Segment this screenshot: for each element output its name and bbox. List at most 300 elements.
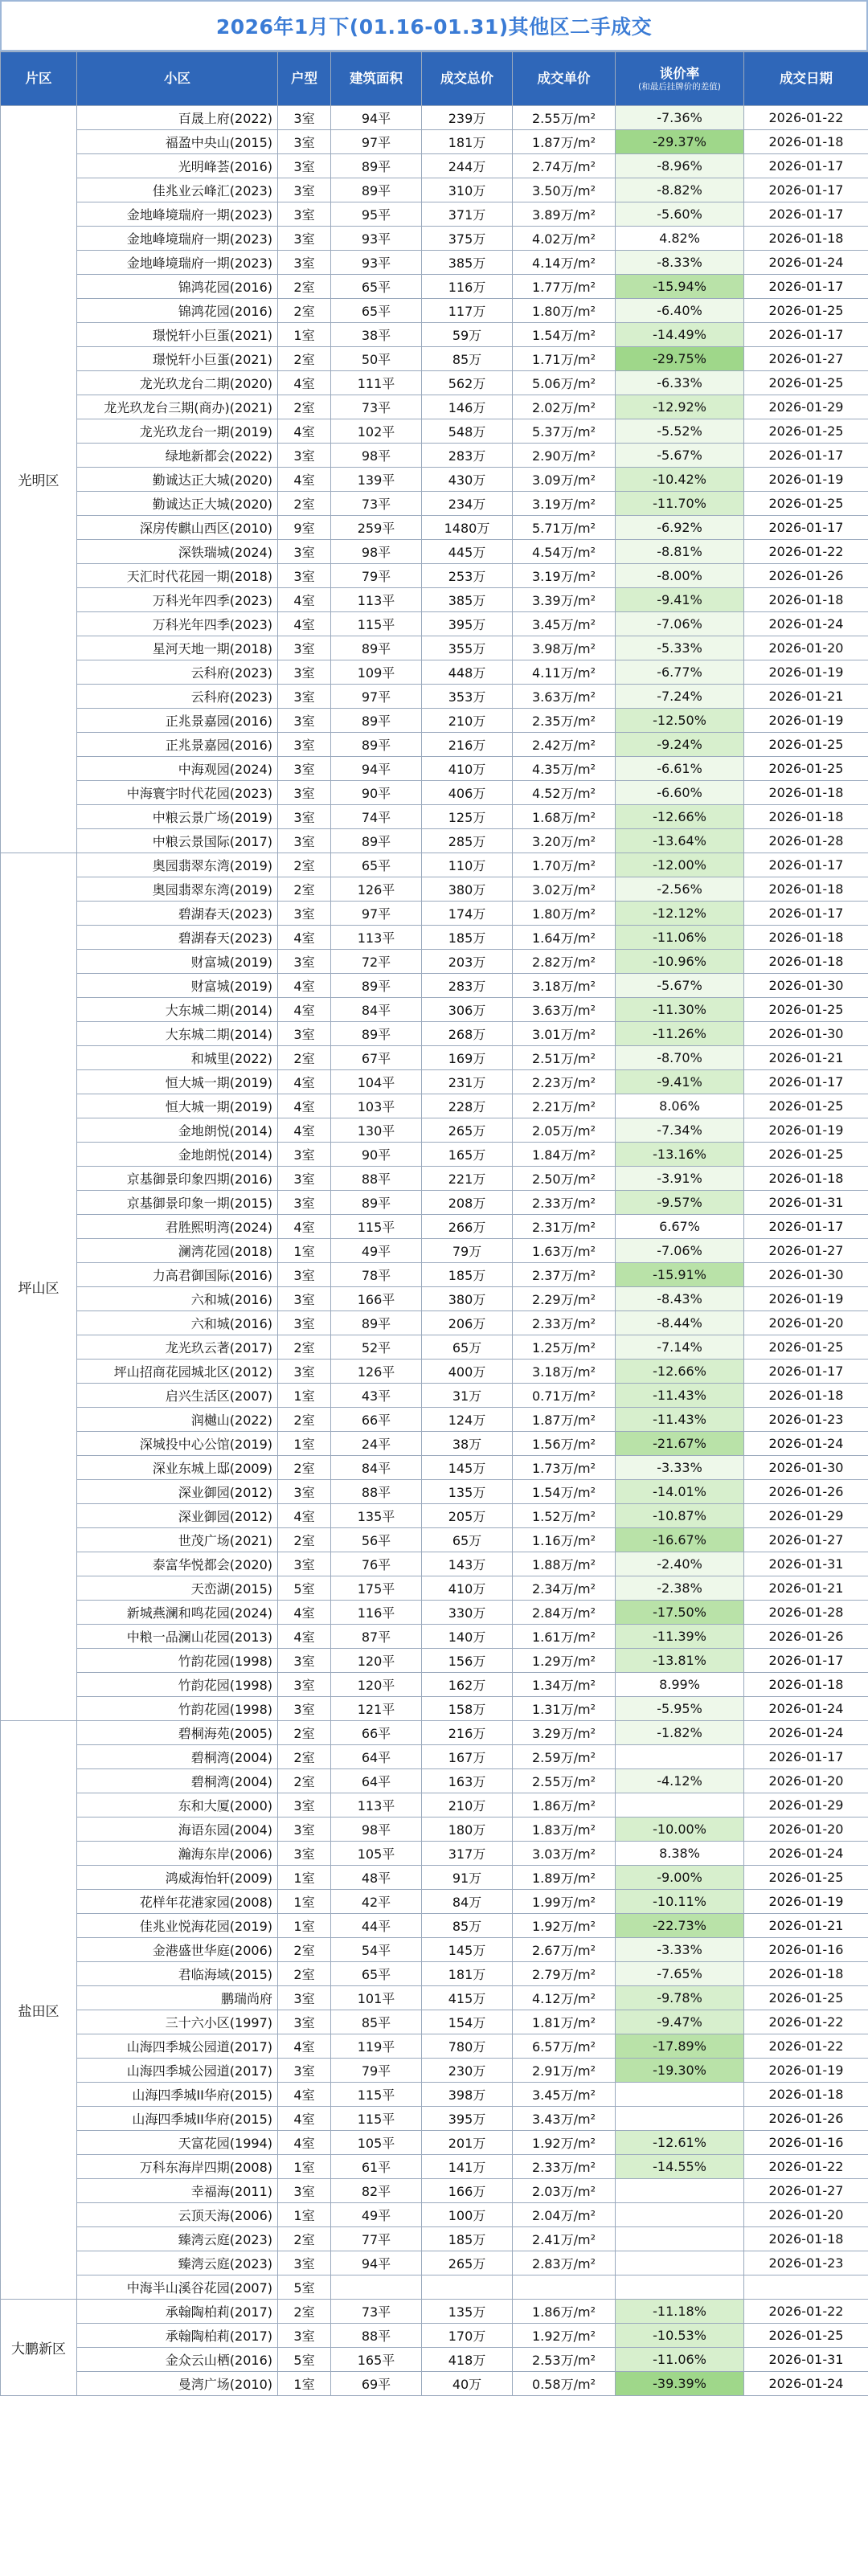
- area-cell: 65平: [331, 299, 422, 323]
- area-cell: 97平: [331, 685, 422, 709]
- rate-cell: -12.12%: [616, 902, 744, 926]
- total-price-cell: 375万: [422, 227, 513, 251]
- table-row: [1, 733, 868, 757]
- table-row: [1, 2034, 868, 2059]
- area-cell: 89平: [331, 1311, 422, 1335]
- rate-cell: -11.43%: [616, 1384, 744, 1408]
- unit-price-cell: 1.80万/m²: [513, 902, 616, 926]
- table-row: [1, 1962, 868, 1986]
- community-cell: 万科东海岸四期(2008): [77, 2155, 278, 2179]
- rate-cell: -5.67%: [616, 974, 744, 998]
- total-price-cell: 203万: [422, 950, 513, 974]
- total-price-cell: 355万: [422, 636, 513, 660]
- date-cell: 2026-01-22: [744, 2300, 868, 2324]
- date-cell: 2026-01-25: [744, 733, 868, 757]
- unit-price-cell: 3.03万/m²: [513, 1842, 616, 1866]
- community-cell: 海语东园(2004): [77, 1818, 278, 1842]
- layout-cell: 3室: [278, 709, 331, 733]
- date-cell: 2026-01-26: [744, 1480, 868, 1504]
- area-cell: 121平: [331, 1697, 422, 1721]
- rate-cell: -5.95%: [616, 1697, 744, 1721]
- unit-price-cell: 3.45万/m²: [513, 612, 616, 636]
- date-cell: 2026-01-17: [744, 275, 868, 299]
- area-cell: 69平: [331, 2372, 422, 2396]
- total-price-cell: 244万: [422, 154, 513, 178]
- table-row: [1, 371, 868, 395]
- area-cell: 90平: [331, 781, 422, 805]
- area-cell: 90平: [331, 1143, 422, 1167]
- area-cell: 259平: [331, 516, 422, 540]
- total-price-cell: 780万: [422, 2034, 513, 2059]
- unit-price-cell: 2.33万/m²: [513, 1191, 616, 1215]
- community-cell: 龙光玖龙台一期(2019): [77, 419, 278, 444]
- table-row: [1, 2131, 868, 2155]
- area-cell: 104平: [331, 1070, 422, 1094]
- layout-cell: 2室: [278, 1528, 331, 1552]
- total-price-cell: 141万: [422, 2155, 513, 2179]
- area-cell: 78平: [331, 1263, 422, 1287]
- community-cell: 新城燕澜和鸣花园(2024): [77, 1601, 278, 1625]
- date-cell: 2026-01-17: [744, 154, 868, 178]
- unit-price-cell: 1.92万/m²: [513, 2131, 616, 2155]
- table-row: [1, 1118, 868, 1143]
- area-cell: 65平: [331, 275, 422, 299]
- total-price-cell: 353万: [422, 685, 513, 709]
- date-cell: 2026-01-18: [744, 1962, 868, 1986]
- table-row: [1, 998, 868, 1022]
- layout-cell: 4室: [278, 1070, 331, 1094]
- community-cell: 云顶天海(2006): [77, 2203, 278, 2227]
- area-cell: 109平: [331, 660, 422, 685]
- header-rate-label: 谈价率: [659, 65, 700, 81]
- rate-cell: -21.67%: [616, 1432, 744, 1456]
- header-negotiation-rate: [616, 52, 744, 106]
- total-price-cell: 84万: [422, 1890, 513, 1914]
- area-cell: 73平: [331, 395, 422, 419]
- layout-cell: 2室: [278, 1962, 331, 1986]
- layout-cell: 3室: [278, 1311, 331, 1335]
- total-price-cell: 210万: [422, 709, 513, 733]
- unit-price-cell: 2.55万/m²: [513, 106, 616, 130]
- area-cell: 38平: [331, 323, 422, 347]
- layout-cell: 5室: [278, 1576, 331, 1601]
- unit-price-cell: 3.18万/m²: [513, 974, 616, 998]
- table-row: [1, 347, 868, 371]
- total-price-cell: 317万: [422, 1842, 513, 1866]
- rate-cell: -2.38%: [616, 1576, 744, 1601]
- total-price-cell: 156万: [422, 1649, 513, 1673]
- rate-cell: -10.53%: [616, 2324, 744, 2348]
- community-cell: 碧桐湾(2004): [77, 1769, 278, 1793]
- area-cell: 89平: [331, 154, 422, 178]
- community-cell: 金地朗悦(2014): [77, 1118, 278, 1143]
- rate-cell: -29.75%: [616, 347, 744, 371]
- community-cell: 京基御景印象四期(2016): [77, 1167, 278, 1191]
- date-cell: 2026-01-25: [744, 1866, 868, 1890]
- community-cell: 瀚海东岸(2006): [77, 1842, 278, 1866]
- total-price-cell: 201万: [422, 2131, 513, 2155]
- unit-price-cell: 3.39万/m²: [513, 588, 616, 612]
- unit-price-cell: 4.14万/m²: [513, 251, 616, 275]
- unit-price-cell: 2.02万/m²: [513, 395, 616, 419]
- unit-price-cell: 3.18万/m²: [513, 1360, 616, 1384]
- layout-cell: 4室: [278, 588, 331, 612]
- layout-cell: 3室: [278, 1673, 331, 1697]
- community-cell: 龙光玖云著(2017): [77, 1335, 278, 1360]
- community-cell: 恒大城一期(2019): [77, 1094, 278, 1118]
- layout-cell: 4室: [278, 1601, 331, 1625]
- rate-cell: -11.70%: [616, 492, 744, 516]
- layout-cell: 1室: [278, 2203, 331, 2227]
- rate-cell: -15.94%: [616, 275, 744, 299]
- community-cell: 福盈中央山(2015): [77, 130, 278, 154]
- layout-cell: 5室: [278, 2275, 331, 2300]
- total-price-cell: 216万: [422, 1721, 513, 1745]
- layout-cell: 4室: [278, 926, 331, 950]
- rate-cell: -7.34%: [616, 1118, 744, 1143]
- total-price-cell: 145万: [422, 1456, 513, 1480]
- date-cell: 2026-01-20: [744, 2203, 868, 2227]
- community-cell: 山海四季城公园道(2017): [77, 2059, 278, 2083]
- layout-cell: 1室: [278, 1432, 331, 1456]
- layout-cell: 4室: [278, 974, 331, 998]
- header-area: 建筑面积: [331, 52, 422, 106]
- date-cell: 2026-01-30: [744, 974, 868, 998]
- rate-cell: -13.16%: [616, 1143, 744, 1167]
- date-cell: 2026-01-24: [744, 251, 868, 275]
- area-cell: 115平: [331, 2083, 422, 2107]
- date-cell: 2026-01-25: [744, 2324, 868, 2348]
- area-cell: 98平: [331, 1818, 422, 1842]
- table-row: [1, 2179, 868, 2203]
- rate-cell: [616, 1745, 744, 1769]
- total-price-cell: 185万: [422, 926, 513, 950]
- layout-cell: 3室: [278, 1552, 331, 1576]
- area-cell: 72平: [331, 950, 422, 974]
- table-row: [1, 1046, 868, 1070]
- layout-cell: 2室: [278, 1769, 331, 1793]
- district-cell: 坪山区: [1, 853, 77, 1721]
- date-cell: 2026-01-30: [744, 1022, 868, 1046]
- area-cell: 116平: [331, 1601, 422, 1625]
- date-cell: 2026-01-22: [744, 2155, 868, 2179]
- rate-cell: -16.67%: [616, 1528, 744, 1552]
- total-price-cell: 548万: [422, 419, 513, 444]
- area-cell: 24平: [331, 1432, 422, 1456]
- table-row: [1, 1022, 868, 1046]
- unit-price-cell: 2.03万/m²: [513, 2179, 616, 2203]
- community-cell: 澜湾花园(2018): [77, 1239, 278, 1263]
- total-price-cell: 145万: [422, 1938, 513, 1962]
- table-row: [1, 1890, 868, 1914]
- community-cell: 云科府(2023): [77, 685, 278, 709]
- date-cell: 2026-01-20: [744, 1818, 868, 1842]
- report-title: 2026年1月下(01.16-01.31)其他区二手成交: [215, 15, 653, 39]
- total-price-cell: 91万: [422, 1866, 513, 1890]
- layout-cell: 3室: [278, 1842, 331, 1866]
- total-price-cell: 395万: [422, 2107, 513, 2131]
- layout-cell: 2室: [278, 1046, 331, 1070]
- unit-price-cell: 1.88万/m²: [513, 1552, 616, 1576]
- area-cell: 82平: [331, 2179, 422, 2203]
- rate-cell: -7.24%: [616, 685, 744, 709]
- unit-price-cell: 1.29万/m²: [513, 1649, 616, 1673]
- table-row: [1, 877, 868, 902]
- table-row: [1, 1745, 868, 1769]
- unit-price-cell: 1.56万/m²: [513, 1432, 616, 1456]
- total-price-cell: 410万: [422, 757, 513, 781]
- date-cell: 2026-01-17: [744, 1360, 868, 1384]
- total-price-cell: 395万: [422, 612, 513, 636]
- community-cell: 三十六小区(1997): [77, 2010, 278, 2034]
- total-price-cell: 285万: [422, 829, 513, 853]
- date-cell: 2026-01-21: [744, 1914, 868, 1938]
- date-cell: 2026-01-17: [744, 1745, 868, 1769]
- unit-price-cell: 3.09万/m²: [513, 468, 616, 492]
- layout-cell: 1室: [278, 2155, 331, 2179]
- layout-cell: 2室: [278, 1745, 331, 1769]
- unit-price-cell: 1.54万/m²: [513, 323, 616, 347]
- layout-cell: 3室: [278, 781, 331, 805]
- area-cell: 49平: [331, 2203, 422, 2227]
- area-cell: 43平: [331, 1384, 422, 1408]
- rate-cell: -5.52%: [616, 419, 744, 444]
- date-cell: 2026-01-21: [744, 685, 868, 709]
- community-cell: 锦鸿花园(2016): [77, 299, 278, 323]
- community-cell: 中海观园(2024): [77, 757, 278, 781]
- unit-price-cell: 1.89万/m²: [513, 1866, 616, 1890]
- unit-price-cell: 4.02万/m²: [513, 227, 616, 251]
- date-cell: 2026-01-24: [744, 1432, 868, 1456]
- total-price-cell: 165万: [422, 1143, 513, 1167]
- community-cell: 金地峰境瑞府一期(2023): [77, 202, 278, 227]
- rate-cell: -6.61%: [616, 757, 744, 781]
- community-cell: 竹韵花园(1998): [77, 1697, 278, 1721]
- layout-cell: 2室: [278, 877, 331, 902]
- layout-cell: 2室: [278, 2227, 331, 2251]
- community-cell: 大东城二期(2014): [77, 998, 278, 1022]
- area-cell: 94平: [331, 2251, 422, 2275]
- rate-cell: -8.44%: [616, 1311, 744, 1335]
- table-row: [1, 1673, 868, 1697]
- layout-cell: 2室: [278, 492, 331, 516]
- table-row: [1, 853, 868, 877]
- table-row: [1, 130, 868, 154]
- rate-cell: [616, 2251, 744, 2275]
- rate-cell: -3.33%: [616, 1938, 744, 1962]
- total-price-cell: 415万: [422, 1986, 513, 2010]
- unit-price-cell: 2.84万/m²: [513, 1601, 616, 1625]
- total-price-cell: 116万: [422, 275, 513, 299]
- date-cell: 2026-01-27: [744, 1528, 868, 1552]
- date-cell: 2026-01-25: [744, 998, 868, 1022]
- layout-cell: 3室: [278, 660, 331, 685]
- date-cell: 2026-01-25: [744, 1335, 868, 1360]
- community-cell: 金港盛世华庭(2006): [77, 1938, 278, 1962]
- community-cell: 碧桐湾(2004): [77, 1745, 278, 1769]
- layout-cell: 3室: [278, 1480, 331, 1504]
- rate-cell: -3.91%: [616, 1167, 744, 1191]
- layout-cell: 3室: [278, 1191, 331, 1215]
- unit-price-cell: 2.82万/m²: [513, 950, 616, 974]
- rate-cell: -8.00%: [616, 564, 744, 588]
- area-cell: 88平: [331, 1480, 422, 1504]
- unit-price-cell: 1.63万/m²: [513, 1239, 616, 1263]
- area-cell: 113平: [331, 1793, 422, 1818]
- unit-price-cell: 2.21万/m²: [513, 1094, 616, 1118]
- total-price-cell: 85万: [422, 347, 513, 371]
- area-cell: 89平: [331, 974, 422, 998]
- layout-cell: 3室: [278, 1167, 331, 1191]
- table-row: [1, 1384, 868, 1408]
- date-cell: 2026-01-25: [744, 371, 868, 395]
- rate-cell: -9.78%: [616, 1986, 744, 2010]
- community-cell: 东和大厦(2000): [77, 1793, 278, 1818]
- community-cell: 财富城(2019): [77, 974, 278, 998]
- community-cell: 竹韵花园(1998): [77, 1649, 278, 1673]
- total-price-cell: 445万: [422, 540, 513, 564]
- table-row: [1, 2372, 868, 2396]
- community-cell: 勤诚达正大城(2020): [77, 468, 278, 492]
- date-cell: 2026-01-17: [744, 1070, 868, 1094]
- area-cell: 73平: [331, 492, 422, 516]
- header-layout: 户型: [278, 52, 331, 106]
- unit-price-cell: 2.91万/m²: [513, 2059, 616, 2083]
- unit-price-cell: 4.12万/m²: [513, 1986, 616, 2010]
- date-cell: 2026-01-24: [744, 1842, 868, 1866]
- rate-cell: -2.40%: [616, 1552, 744, 1576]
- rate-cell: -4.12%: [616, 1769, 744, 1793]
- layout-cell: 3室: [278, 202, 331, 227]
- unit-price-cell: 3.63万/m²: [513, 685, 616, 709]
- rate-cell: -8.70%: [616, 1046, 744, 1070]
- table-row: [1, 468, 868, 492]
- community-cell: 世茂广场(2021): [77, 1528, 278, 1552]
- table-row: [1, 2251, 868, 2275]
- unit-price-cell: 4.54万/m²: [513, 540, 616, 564]
- rate-cell: -12.50%: [616, 709, 744, 733]
- total-price-cell: [422, 2275, 513, 2300]
- total-price-cell: 306万: [422, 998, 513, 1022]
- area-cell: 98平: [331, 540, 422, 564]
- date-cell: 2026-01-18: [744, 2227, 868, 2251]
- date-cell: 2026-01-18: [744, 781, 868, 805]
- date-cell: 2026-01-22: [744, 540, 868, 564]
- unit-price-cell: 2.29万/m²: [513, 1287, 616, 1311]
- total-price-cell: 135万: [422, 2300, 513, 2324]
- area-cell: [331, 2275, 422, 2300]
- unit-price-cell: 3.20万/m²: [513, 829, 616, 853]
- table-row: [1, 1625, 868, 1649]
- community-cell: 勤诚达正大城(2020): [77, 492, 278, 516]
- unit-price-cell: 1.68万/m²: [513, 805, 616, 829]
- unit-price-cell: 1.87万/m²: [513, 1408, 616, 1432]
- rate-cell: -6.77%: [616, 660, 744, 685]
- area-cell: 93平: [331, 227, 422, 251]
- table-row: [1, 1769, 868, 1793]
- rate-cell: -7.06%: [616, 1239, 744, 1263]
- date-cell: 2026-01-31: [744, 1552, 868, 1576]
- total-price-cell: 135万: [422, 1480, 513, 1504]
- date-cell: 2026-01-18: [744, 130, 868, 154]
- total-price-cell: 283万: [422, 974, 513, 998]
- unit-price-cell: 0.71万/m²: [513, 1384, 616, 1408]
- unit-price-cell: 1.81万/m²: [513, 2010, 616, 2034]
- rate-cell: -12.00%: [616, 853, 744, 877]
- rate-cell: -5.67%: [616, 444, 744, 468]
- unit-price-cell: 3.01万/m²: [513, 1022, 616, 1046]
- total-price-cell: 110万: [422, 853, 513, 877]
- unit-price-cell: 2.51万/m²: [513, 1046, 616, 1070]
- unit-price-cell: 2.74万/m²: [513, 154, 616, 178]
- table-row: [1, 1480, 868, 1504]
- rate-cell: [616, 2107, 744, 2131]
- rate-cell: -15.91%: [616, 1263, 744, 1287]
- rate-cell: -19.30%: [616, 2059, 744, 2083]
- area-cell: 54平: [331, 1938, 422, 1962]
- unit-price-cell: 3.19万/m²: [513, 564, 616, 588]
- unit-price-cell: 1.83万/m²: [513, 1818, 616, 1842]
- layout-cell: 4室: [278, 1625, 331, 1649]
- community-cell: 正兆景嘉园(2016): [77, 733, 278, 757]
- unit-price-cell: 1.77万/m²: [513, 275, 616, 299]
- date-cell: 2026-01-18: [744, 1167, 868, 1191]
- table-row: [1, 516, 868, 540]
- rate-cell: -11.43%: [616, 1408, 744, 1432]
- table-row: [1, 227, 868, 251]
- community-cell: 六和城(2016): [77, 1311, 278, 1335]
- table-row: [1, 2348, 868, 2372]
- date-cell: 2026-01-27: [744, 1239, 868, 1263]
- total-price-cell: 210万: [422, 1793, 513, 1818]
- layout-cell: 4室: [278, 419, 331, 444]
- layout-cell: 3室: [278, 2010, 331, 2034]
- total-price-cell: 100万: [422, 2203, 513, 2227]
- rate-cell: -10.87%: [616, 1504, 744, 1528]
- layout-cell: 3室: [278, 805, 331, 829]
- community-cell: 星河天地一期(2018): [77, 636, 278, 660]
- header-total-price: 成交总价: [422, 52, 513, 106]
- layout-cell: 2室: [278, 853, 331, 877]
- unit-price-cell: 4.11万/m²: [513, 660, 616, 685]
- area-cell: 120平: [331, 1649, 422, 1673]
- rate-cell: -14.49%: [616, 323, 744, 347]
- total-price-cell: 170万: [422, 2324, 513, 2348]
- unit-price-cell: 2.35万/m²: [513, 709, 616, 733]
- total-price-cell: 385万: [422, 588, 513, 612]
- rate-cell: [616, 2203, 744, 2227]
- district-cell: 盐田区: [1, 1721, 77, 2300]
- total-price-cell: 79万: [422, 1239, 513, 1263]
- community-cell: 力高君御国际(2016): [77, 1263, 278, 1287]
- date-cell: 2026-01-28: [744, 829, 868, 853]
- community-cell: 幸福海(2011): [77, 2179, 278, 2203]
- community-cell: 君临海域(2015): [77, 1962, 278, 1986]
- rate-cell: [616, 2179, 744, 2203]
- table-row: [1, 1576, 868, 1601]
- community-cell: 光明峰荟(2016): [77, 154, 278, 178]
- rate-cell: -5.33%: [616, 636, 744, 660]
- total-price-cell: 562万: [422, 371, 513, 395]
- total-price-cell: 154万: [422, 2010, 513, 2034]
- date-cell: 2026-01-27: [744, 347, 868, 371]
- table-row: [1, 2059, 868, 2083]
- table-row: [1, 1167, 868, 1191]
- table-row: [1, 1721, 868, 1745]
- community-cell: 大东城二期(2014): [77, 1022, 278, 1046]
- date-cell: 2026-01-17: [744, 202, 868, 227]
- rate-cell: -1.82%: [616, 1721, 744, 1745]
